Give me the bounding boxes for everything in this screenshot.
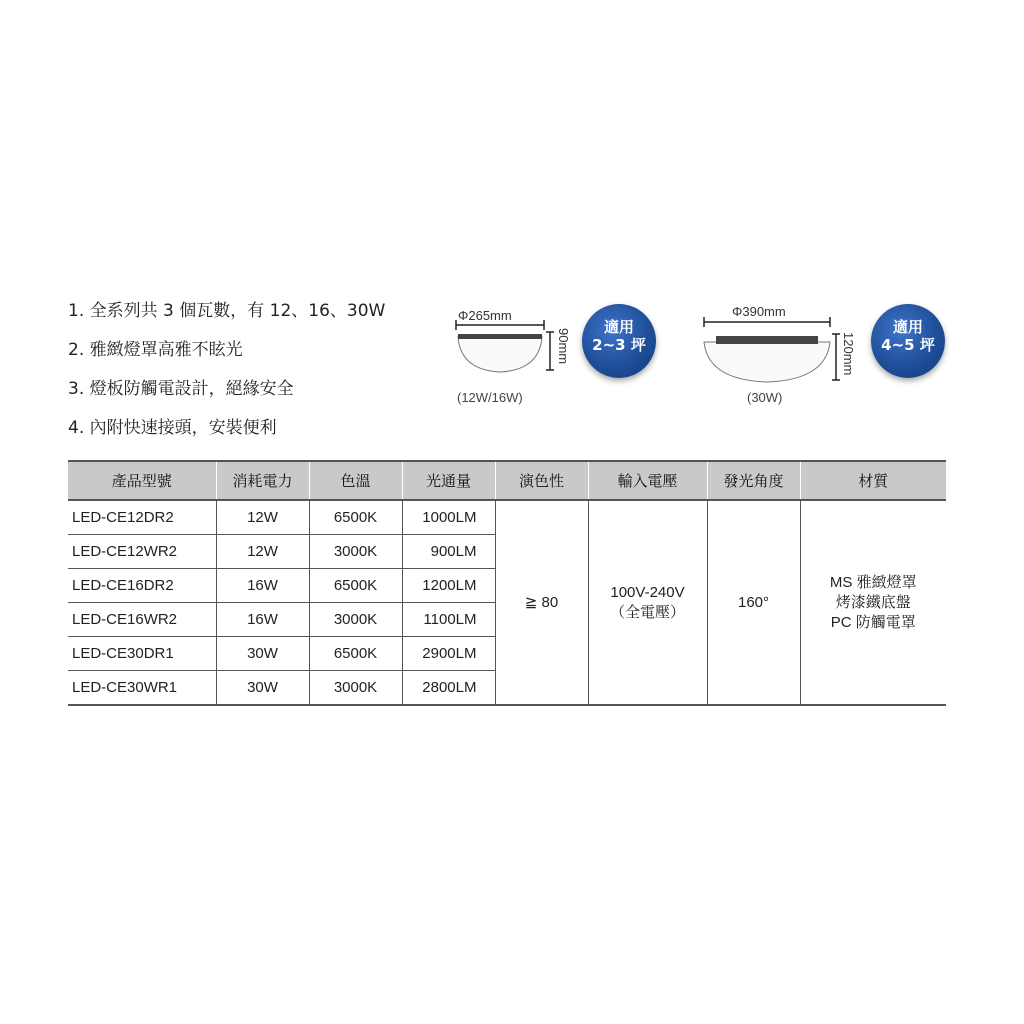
lamp-diagram-small: [446, 300, 586, 390]
feature-item: 4. 內附快速接頭，安裝便利: [68, 418, 277, 438]
header-voltage: 輸入電壓: [588, 461, 707, 500]
cell-cct: 6500K: [309, 569, 402, 603]
cell-cct: 6500K: [309, 637, 402, 671]
cell-angle: 160°: [707, 500, 800, 705]
cell-cri: ≧ 80: [495, 500, 588, 705]
header-material: 材質: [800, 461, 946, 500]
cell-cct: 3000K: [309, 671, 402, 706]
lamp-diagram-large: [694, 298, 864, 398]
feature-list: [68, 302, 385, 458]
badge-area: 2~3 坪: [592, 336, 646, 354]
cell-cct: 3000K: [309, 603, 402, 637]
cell-lumen: 1100LM: [402, 603, 495, 637]
cell-model: LED-CE30WR1: [68, 671, 216, 706]
feature-item: 2. 雅緻燈罩高雅不眩光: [68, 340, 243, 360]
diameter-label: Φ265mm: [458, 308, 512, 323]
cell-lumen: 2900LM: [402, 637, 495, 671]
feature-item: 1. 全系列共 3 個瓦數，有 12、16、30W: [68, 301, 386, 321]
lamp-caption: (30W): [747, 390, 783, 405]
spec-table: [68, 460, 946, 706]
table-row: [68, 500, 946, 535]
header-angle: 發光角度: [707, 461, 800, 500]
cell-power: 16W: [216, 569, 309, 603]
area-badge: [582, 304, 656, 378]
cell-power: 30W: [216, 671, 309, 706]
badge-title: 適用: [892, 318, 923, 336]
header-cri: 演色性: [495, 461, 588, 500]
area-badge: [871, 304, 945, 378]
cell-lumen: 2800LM: [402, 671, 495, 706]
header-power: 消耗電力: [216, 461, 309, 500]
badge-title: 適用: [603, 318, 634, 336]
material-line: MS 雅緻燈罩: [829, 573, 917, 591]
badge-area: 4~5 坪: [881, 336, 935, 354]
cell-power: 12W: [216, 500, 309, 535]
cell-power: 30W: [216, 637, 309, 671]
header-model: 產品型號: [68, 461, 216, 500]
cell-model: LED-CE12WR2: [68, 535, 216, 569]
header-lumen: 光通量: [402, 461, 495, 500]
height-label: 120mm: [841, 332, 856, 376]
voltage-note: （全電壓）: [609, 603, 685, 621]
cell-lumen: 900LM: [402, 535, 495, 569]
header-cct: 色溫: [309, 461, 402, 500]
cell-material: [800, 500, 946, 705]
diameter-label: Φ390mm: [732, 304, 786, 319]
feature-item: 3. 燈板防觸電設計，絕緣安全: [68, 379, 294, 399]
height-label: 90mm: [556, 328, 571, 365]
cell-voltage: [588, 500, 707, 705]
cell-power: 12W: [216, 535, 309, 569]
material-line: PC 防觸電罩: [830, 613, 916, 631]
cell-lumen: 1200LM: [402, 569, 495, 603]
voltage-range: 100V-240V: [610, 583, 685, 601]
cell-cct: 3000K: [309, 535, 402, 569]
cell-cct: 6500K: [309, 500, 402, 535]
cell-power: 16W: [216, 603, 309, 637]
cell-model: LED-CE16WR2: [68, 603, 216, 637]
lamp-caption: (12W/16W): [457, 390, 523, 405]
material-line: 烤漆鐵底盤: [835, 593, 911, 611]
cell-model: LED-CE12DR2: [68, 500, 216, 535]
cell-lumen: 1000LM: [402, 500, 495, 535]
table-header-row: [68, 461, 946, 500]
cell-model: LED-CE16DR2: [68, 569, 216, 603]
cell-model: LED-CE30DR1: [68, 637, 216, 671]
